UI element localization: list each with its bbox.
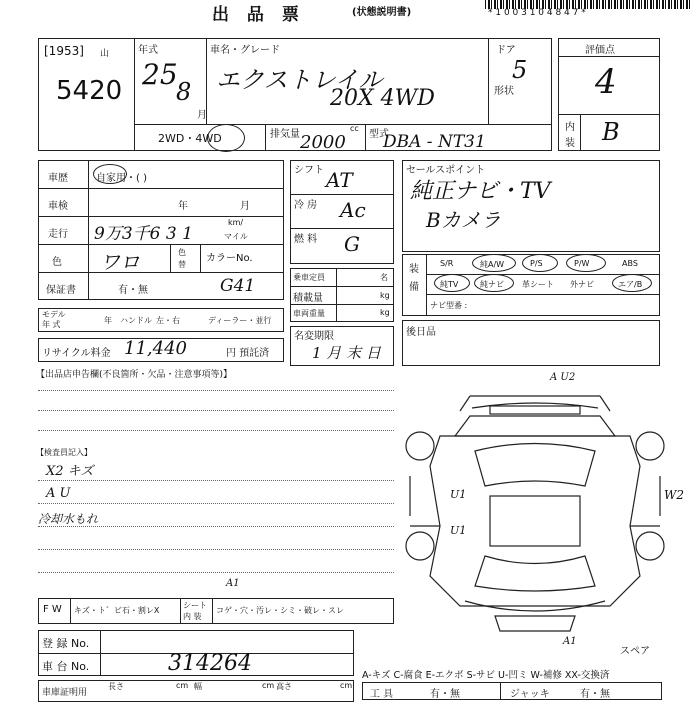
diagram-mark-4: W2 — [664, 488, 684, 502]
ac-label: 冷 房 — [294, 200, 318, 211]
equip-row1-item-1: S/R — [440, 259, 454, 268]
history-value: 自家用・( ) — [96, 173, 147, 184]
car-damage-diagram — [400, 376, 680, 641]
equip-circle-airbag — [612, 274, 652, 292]
tools-label: 工 具 — [370, 689, 394, 700]
form-title: 出 品 票 — [212, 5, 305, 25]
equip-circle-aw — [472, 254, 516, 272]
fw-label: F W — [43, 604, 62, 615]
warranty-value: 有・無 — [118, 285, 148, 296]
color-change-2: 替 — [178, 260, 186, 269]
equip-circle-ps — [522, 254, 558, 272]
equip-row2-item-5: エア/B — [618, 280, 643, 289]
chassis-value: 314264 — [168, 651, 252, 676]
recycle-label: リサイクル料金 — [42, 348, 111, 359]
drive-options: 2WD・4WD — [158, 132, 222, 145]
lot-code-suffix: 山 — [100, 49, 110, 59]
mileage-unit-km: km/ — [228, 218, 244, 227]
color-label: 色 — [52, 257, 62, 268]
equip-circle-pw — [566, 254, 606, 272]
mileage-value: 9万3千6 3 1 — [94, 224, 193, 244]
shift-value: AT — [326, 168, 353, 192]
model-value: DBA - NT31 — [383, 132, 486, 152]
equip-circle-tv — [434, 274, 470, 292]
color-no-value: G41 — [220, 276, 256, 296]
weight-label: 車両重量 — [293, 309, 325, 318]
inspector-note-3: 冷却水もれ — [38, 512, 99, 526]
handle-label: ハンドル — [120, 316, 152, 325]
handle-value: 左・右 — [156, 316, 180, 325]
mileage-unit-mile: マイル — [224, 232, 248, 241]
later-items — [402, 320, 660, 366]
recycle-value: 11,440 — [124, 338, 187, 359]
equip-row1-item-3: P/S — [530, 259, 543, 268]
tools-value: 有・無 — [430, 689, 460, 700]
recycle-unit: 円 預託済 — [226, 348, 270, 359]
name-change-label: 名変期限 — [294, 331, 334, 342]
seat-value: コゲ・穴・汚レ・シミ・破レ・スレ — [216, 606, 344, 615]
lot-number: 5420 — [56, 76, 123, 106]
form-subtitle: (状態説明書) — [352, 7, 412, 18]
inspector-note-1: X2 キズ — [46, 464, 94, 479]
cert-width: 幅 — [194, 682, 202, 691]
interior-value: B — [602, 118, 620, 146]
load-label: 積載量 — [293, 293, 323, 304]
cert-height-unit: cm — [340, 681, 353, 690]
displacement-value: 2000 — [300, 132, 346, 153]
seat-mark: A1 — [226, 578, 240, 589]
model-year-unit: 年 — [104, 316, 112, 325]
year-label: 年式 — [138, 45, 158, 56]
sales-line2: Bカメラ — [426, 208, 501, 232]
lot-code: [1953] — [44, 44, 84, 58]
color-no-label: カラーNo. — [206, 253, 253, 264]
cert-length: 長さ — [108, 682, 124, 691]
equip-label-2: 備 — [409, 282, 419, 293]
color-value: ワロ — [100, 250, 140, 274]
diagram-mark-5: A1 — [563, 636, 577, 647]
seat-label-2: 内 装 — [183, 612, 202, 621]
fw-value: キズ・ト゛ビ石・割レX — [74, 606, 160, 615]
ac-value: Ac — [340, 198, 366, 222]
history-selected-circle — [93, 164, 127, 184]
navi-label: ナビ型番 : — [430, 301, 468, 310]
name-change-value: 1 月 末 日 — [312, 344, 381, 362]
car-label: 車名・グレード — [210, 45, 280, 56]
spare-label: スペア — [620, 646, 650, 657]
model-year-label-2: 年 式 — [42, 320, 61, 329]
year-value: 25 — [142, 58, 178, 91]
grade: 20X 4WD — [330, 86, 435, 111]
equip-row2-item-1: 純TV — [440, 280, 459, 289]
color-change-1: 色 — [178, 248, 186, 257]
month-value: 8 — [176, 78, 192, 106]
load-unit: kg — [380, 291, 390, 300]
inspection-label: 車検 — [48, 201, 68, 212]
inspector-note-2: A U — [46, 486, 71, 501]
sales-line1: 純正ナビ・TV — [410, 179, 551, 204]
inspection-month: 月 — [240, 201, 250, 212]
shape-label: 形状 — [494, 86, 514, 97]
displacement-label: 排気量 — [270, 129, 300, 140]
notes-label: 【出品店申告欄(不良箇所・欠品・注意事項等)】 — [36, 370, 233, 380]
fuel-value: G — [344, 232, 360, 256]
door-label: ドア — [496, 45, 516, 56]
equip-row2-item-3: 革シート — [522, 280, 554, 289]
jack-value: 有・無 — [580, 689, 610, 700]
fuel-label: 燃 料 — [294, 234, 318, 245]
shift-label: シフト — [294, 165, 324, 176]
car-name: エクストレイル — [216, 66, 383, 94]
later-label: 後日品 — [406, 327, 436, 338]
weight-unit: kg — [380, 308, 390, 317]
inspector-label: 【検査員記入】 — [36, 448, 92, 457]
drive-selected-circle — [207, 124, 245, 152]
damage-legend: A-キズ C-腐食 E-エクボ S-サビ U-凹ミ W-補修 XX-交換済 — [362, 670, 610, 681]
model-year-label-1: モデル — [42, 310, 66, 319]
equip-row1-item-5: ABS — [622, 259, 638, 268]
interior-label-2: 装 — [565, 138, 575, 149]
capacity-label: 乗車定員 — [293, 273, 325, 282]
cert-width-unit: cm — [262, 681, 275, 690]
seat-label-1: シート — [183, 601, 207, 610]
model-label: 型式 — [369, 129, 389, 140]
equip-label-1: 装 — [409, 264, 419, 275]
diagram-mark-3: U1 — [450, 524, 467, 537]
displacement-unit: cc — [350, 124, 359, 133]
capacity-unit: 名 — [380, 273, 388, 282]
equip-row2-item-4: 外ナビ — [570, 280, 594, 289]
dealer-label: ディーラー・並行 — [208, 316, 272, 325]
cert-height: 高さ — [276, 682, 292, 691]
score-label: 評価点 — [585, 45, 615, 56]
equip-row1-item-4: P/W — [574, 259, 590, 268]
mileage-label: 走行 — [48, 229, 68, 240]
history-label: 車歴 — [48, 173, 68, 184]
reg-label: 登 録 No. — [42, 637, 90, 650]
chassis-label: 車 台 No. — [42, 660, 90, 673]
score-value: 4 — [595, 62, 617, 102]
warranty-label: 保証書 — [46, 285, 76, 296]
inspection-year: 年 — [178, 201, 188, 212]
month-unit: 月 — [197, 110, 207, 121]
interior-label-1: 内 — [565, 122, 575, 133]
equip-row2-item-2: 純ナビ — [480, 280, 504, 289]
diagram-mark-2: U1 — [450, 488, 467, 501]
cert-length-unit: cm — [176, 681, 189, 690]
barcode-text: * 1 0 0 3 1 0 4 8 4 7 * — [488, 8, 586, 18]
equip-circle-navi — [474, 274, 514, 292]
door-value: 5 — [512, 56, 528, 84]
sales-label: セールスポイント — [406, 165, 486, 176]
jack-label: ジャッキ — [510, 689, 550, 700]
equip-row1-item-2: 純A/W — [480, 260, 505, 269]
cert-label: 車庫証明用 — [42, 688, 88, 698]
diagram-mark-1: A U2 — [550, 372, 576, 383]
